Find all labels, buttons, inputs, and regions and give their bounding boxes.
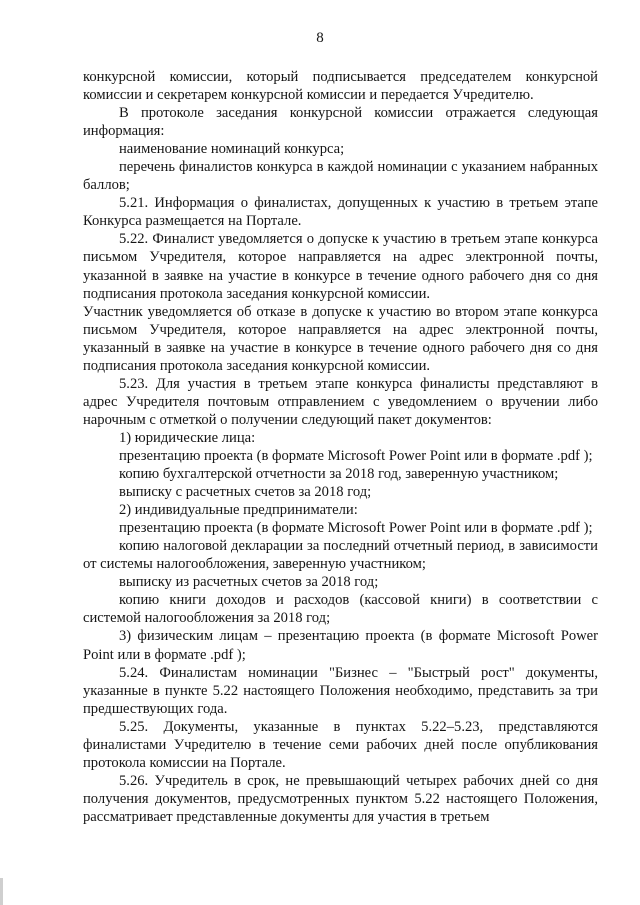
paragraph: Участник уведомляется об отказе в допуске к участию во втором этапе конкурса письмом Учредителя, которое направляется на адрес электронной почты, указанный в заявке на участие в конкурсе в течение одного рабочего дня со дня подписания протокола заседания конкурсной комиссии. — [83, 303, 598, 374]
paragraph: копию книги доходов и расходов (кассовой книги) в соответствии с системой налогообложения за 2018 год; — [83, 592, 598, 627]
scan-edge-mark — [0, 878, 3, 905]
paragraph: презентацию проекта (в формате Microsoft Power Point или в формате .pdf ); — [119, 520, 593, 537]
paragraph: наименование номинаций конкурса; — [119, 141, 345, 158]
paragraph: выписку из расчетных счетов за 2018 год; — [119, 574, 379, 591]
paragraph: В протоколе заседания конкурсной комиссии отражается следующая информация: — [83, 105, 598, 140]
paragraph: копию бухгалтерской отчетности за 2018 год, заверенную участником; — [119, 466, 559, 483]
paragraph: перечень финалистов конкурса в каждой номинации с указанием набранных баллов; — [83, 159, 598, 194]
paragraph: конкурсной комиссии, который подписывается председателем конкурсной комиссии и секретарем конкурсной комиссии и передается Учредителю. — [83, 69, 598, 104]
paragraph: копию налоговой декларации за последний отчетный период, в зависимости от системы налогообложения, заверенную участником; — [83, 538, 598, 573]
paragraph: 3) физическим лицам – презентацию проекта (в формате Microsoft Power Point или в формате .pdf ); — [83, 628, 598, 663]
paragraph: 5.24. Финалистам номинации "Бизнес – "Быстрый рост" документы, указанные в пункте 5.22 настоящего Положения необходимо, представить за три предшествующих года. — [83, 664, 598, 717]
document-body — [83, 68, 598, 826]
paragraph: 5.22. Финалист уведомляется о допуске к участию в третьем этапе конкурса письмом Учредителя, которое направляется на адрес электронной почты, указанной в заявке на участие в конкурсе в течение одного рабочего дня со дня подписания протокола заседания конкурсной комиссии. — [83, 231, 598, 302]
paragraph: 1) юридические лица: — [119, 429, 256, 446]
paragraph: 5.21. Информация о финалистах, допущенных к участию в третьем этапе Конкурса размещается на Портале. — [83, 195, 598, 230]
paragraph: выписку с расчетных счетов за 2018 год; — [119, 484, 372, 501]
paragraph: 5.25. Документы, указанные в пунктах 5.22–5.23, представляются финалистами Учредителю в течение семи рабочих дней после опубликования протокола комиссии на Портале. — [83, 718, 598, 771]
page-number: 8 — [316, 30, 324, 46]
paragraph: презентацию проекта (в формате Microsoft Power Point или в формате .pdf ); — [119, 447, 593, 464]
paragraph: 5.23. Для участия в третьем этапе конкурса финалисты представляют в адрес Учредителя почтовым отправлением с уведомлением о вручении либо нарочным с отметкой о получении следующий пакет документов: — [83, 375, 598, 428]
paragraph: 2) индивидуальные предприниматели: — [119, 502, 358, 519]
paragraph: 5.26. Учредитель в срок, не превышающий четырех рабочих дней со дня получения документов, предусмотренных пунктом 5.22 настоящего Положения, рассматривает представленные документы для участия в третьем — [83, 772, 598, 825]
